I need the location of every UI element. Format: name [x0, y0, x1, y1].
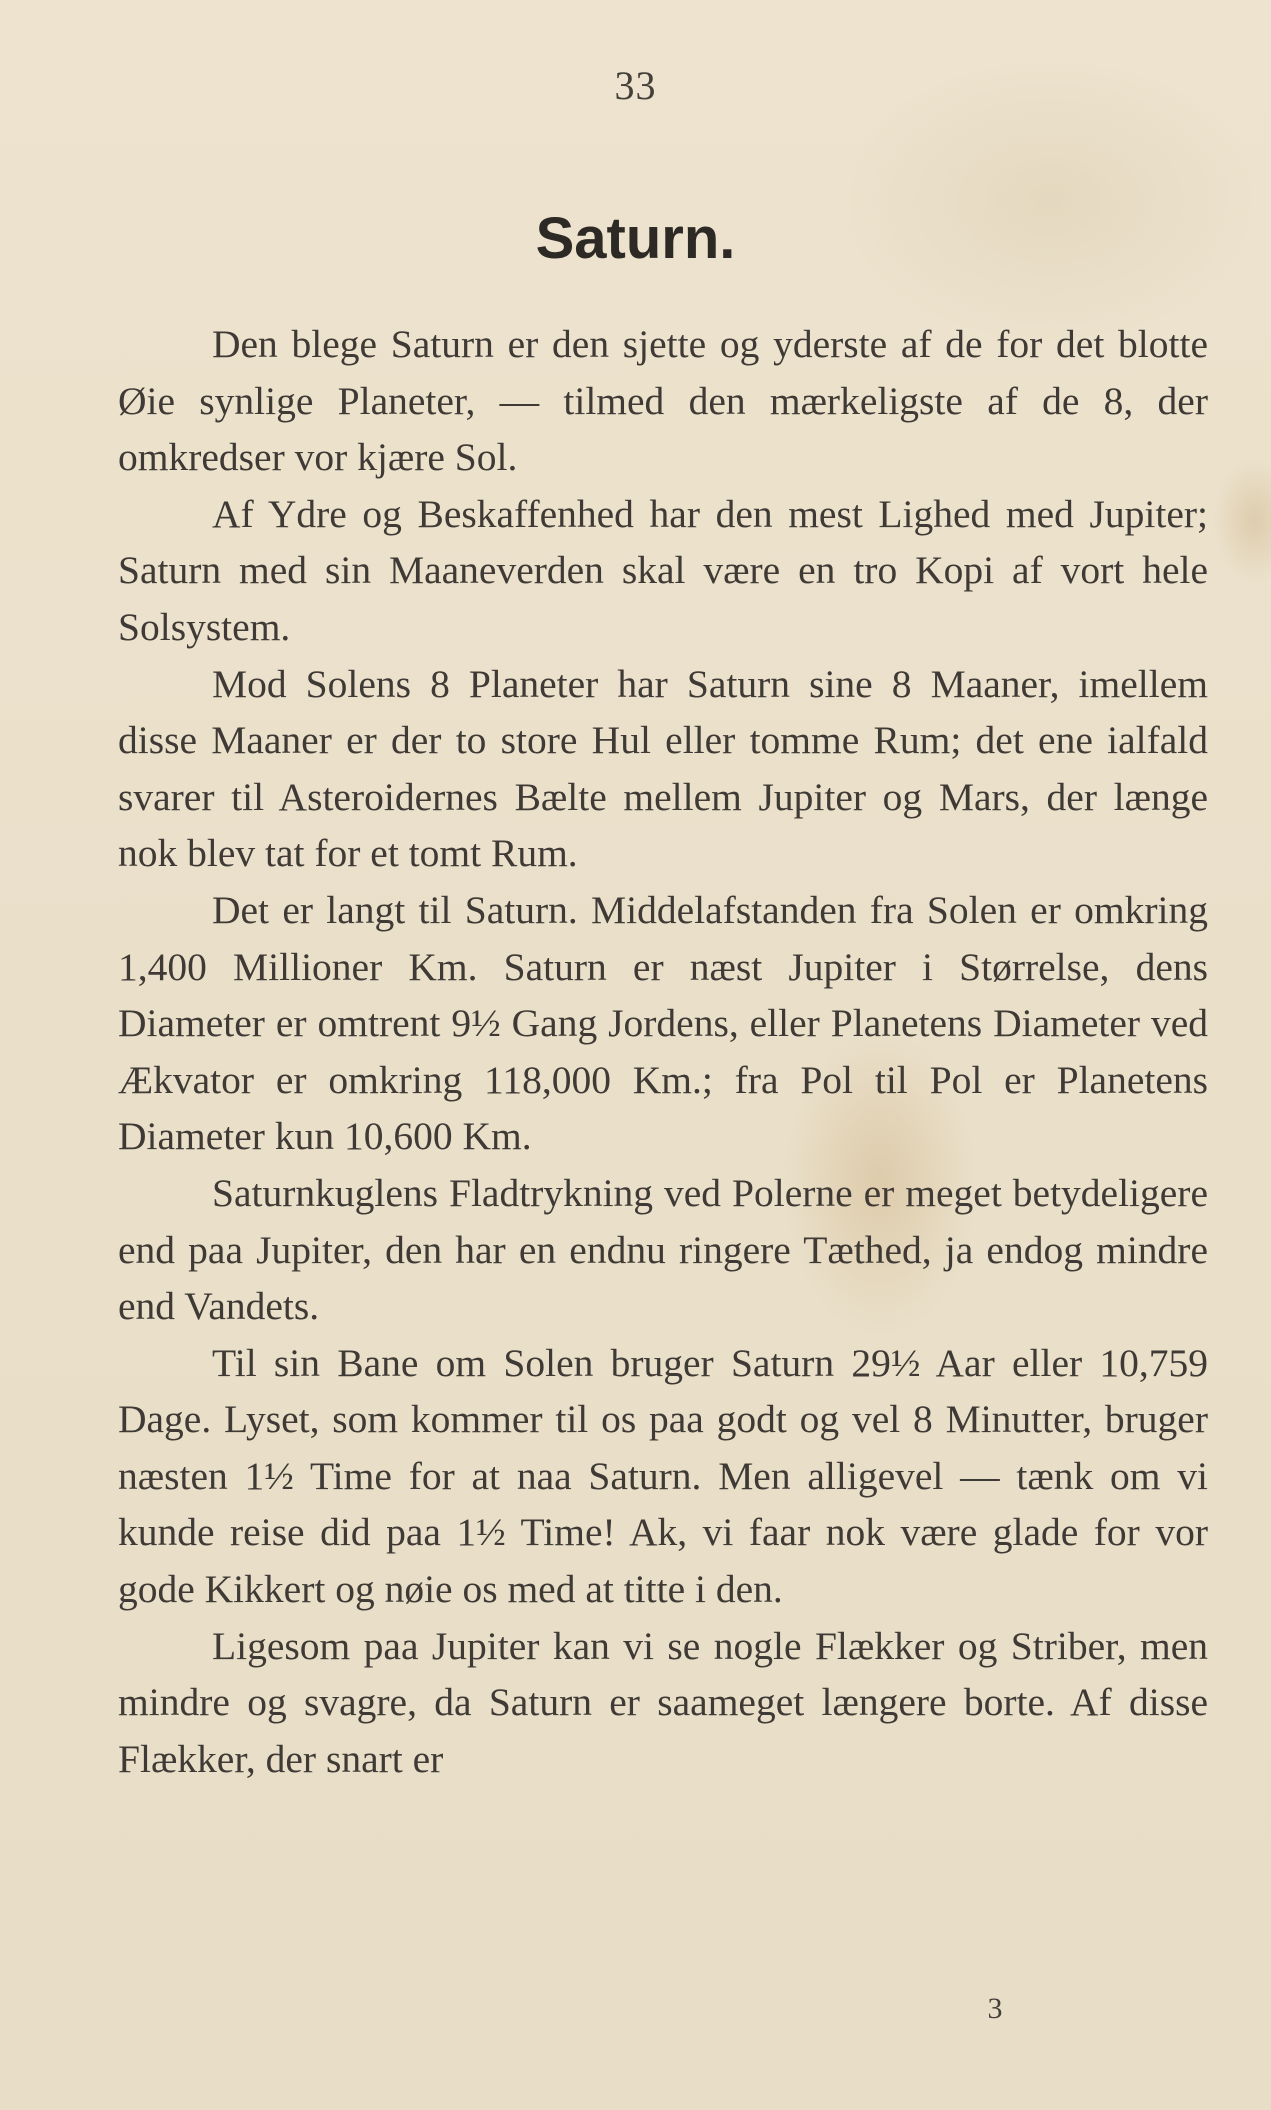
signature-mark: 3 [987, 1992, 1003, 2025]
body-text [118, 316, 1208, 1787]
paragraph: Det er langt til Saturn. Middelafstanden fra Solen er omkring 1,400 Millioner Km. Saturn er næst Jupiter i Størrelse, dens Diameter er omtrent 9½ Gang Jordens, eller Planetens Diameter ved Ækvator er omkring 118,000 Km.; fra Pol til Pol er Planetens Diameter kun 10,600 Km. [118, 887, 1208, 1159]
paragraph: Den blege Saturn er den sjette og yderste af de for det blotte Øie synlige Planeter, — tilmed den mærkeligste af de 8, der omkredser vor kjære Sol. [118, 322, 1208, 480]
paragraph: Mod Solens 8 Planeter har Saturn sine 8 Maaner, imellem disse Maaner er der to store Hul eller tomme Rum; det ene ialfald svarer til Asteroidernes Bælte mellem Jupiter og Mars, der længe nok blev tat for et tomt Rum. [118, 661, 1208, 876]
paragraph: Ligesom paa Jupiter kan vi se nogle Flækker og Striber, men mindre og svagre, da Saturn er saameget længere borte. Af disse Flækker, der snart er [118, 1623, 1208, 1781]
page-number: 33 [614, 63, 657, 108]
paragraph: Af Ydre og Beskaffenhed har den mest Lighed med Jupiter; Saturn med sin Maaneverden skal være en tro Kopi af vort hele Solsystem. [118, 491, 1208, 649]
paragraph: Til sin Bane om Solen bruger Saturn 29½ Aar eller 10,759 Dage. Lyset, som kommer til os paa godt og vel 8 Minutter, bruger næsten 1½ Time for at naa Saturn. Men alligevel — tænk om vi kunde reise did paa 1½ Time! Ak, vi faar nok være glade for vor gode Kikkert og nøie os med at titte i den. [118, 1340, 1208, 1612]
chapter-title: Saturn. [535, 206, 736, 271]
paragraph: Saturnkuglens Fladtrykning ved Polerne er meget betydeligere end paa Jupiter, den har en endnu ringere Tæthed, ja endog mindre end Vandets. [118, 1170, 1208, 1329]
